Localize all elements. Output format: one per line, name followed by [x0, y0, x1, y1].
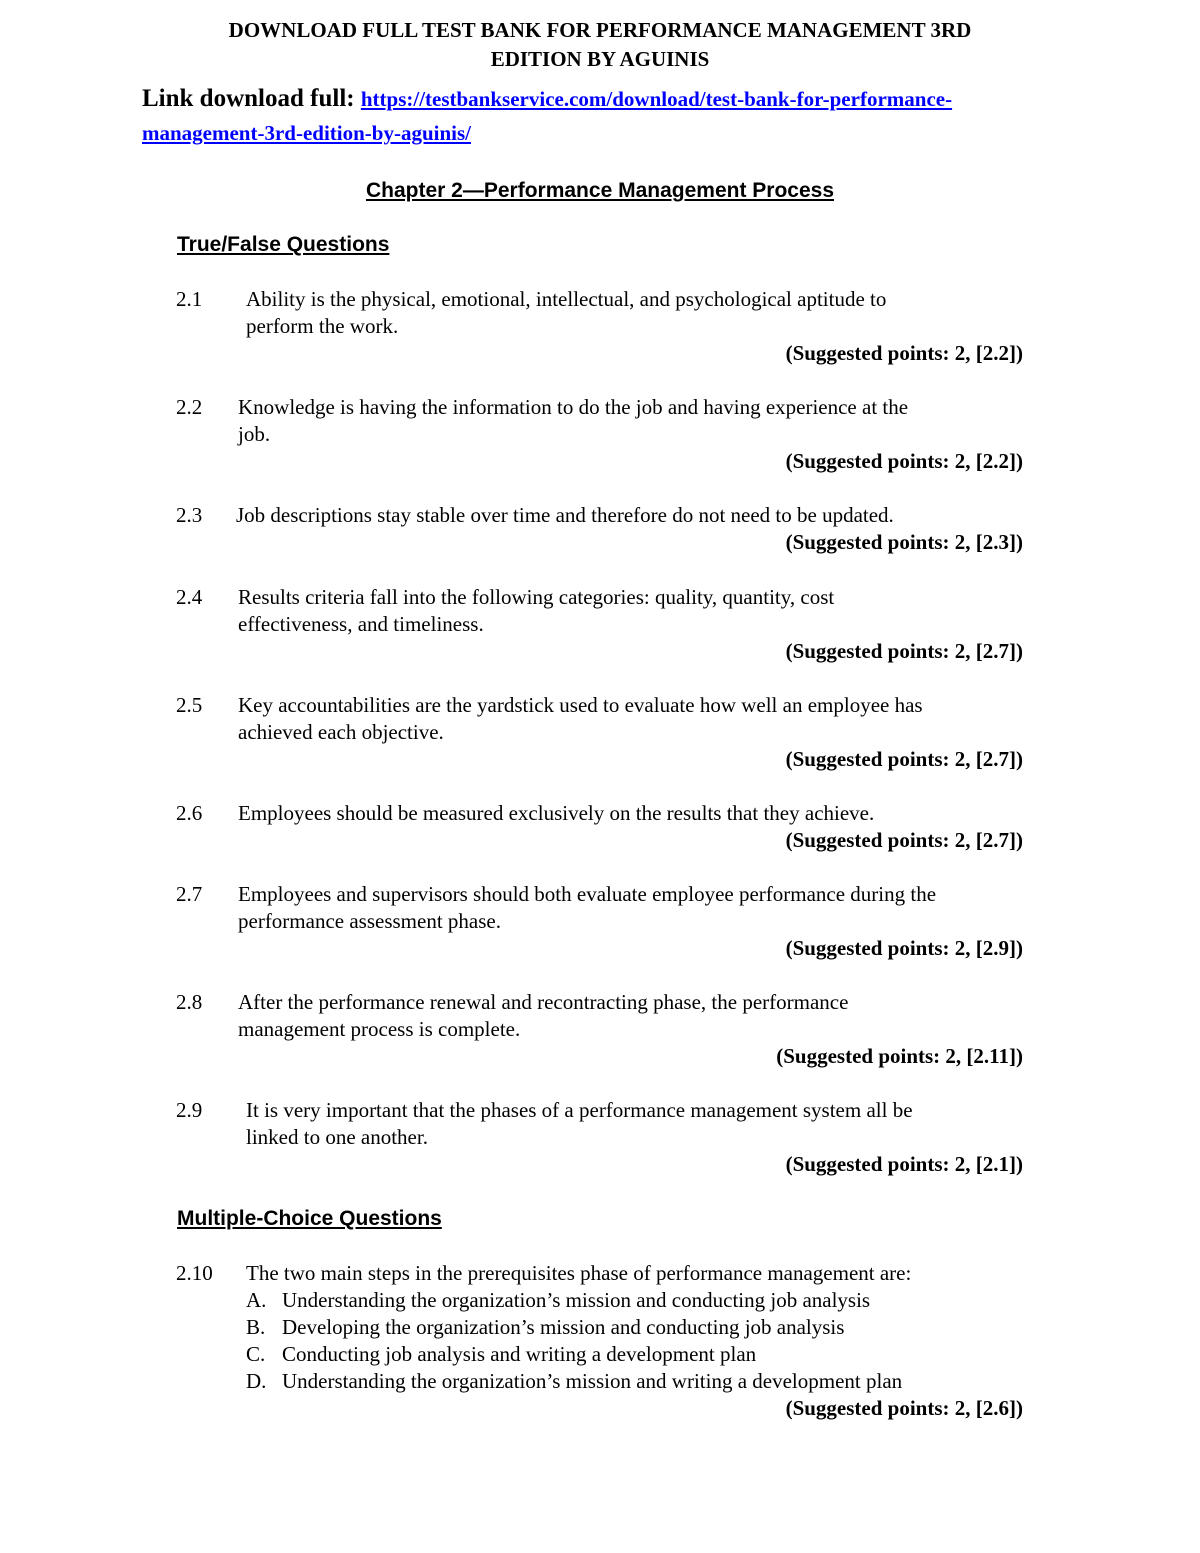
option-text: Developing the organization’s mission and conducting job analysis — [282, 1315, 845, 1339]
true-false-heading: True/False Questions — [177, 233, 390, 256]
option-letter: A. — [246, 1288, 267, 1312]
answer-option-a — [246, 1287, 1026, 1314]
question-text-line-1: After the performance renewal and recontracting phase, the performance — [238, 990, 849, 1014]
option-letter: B. — [246, 1315, 266, 1339]
option-text: Conducting job analysis and writing a development plan — [282, 1342, 757, 1366]
option-text: Understanding the organization’s mission and writing a development plan — [282, 1369, 903, 1393]
question-number: 2.6 — [176, 801, 203, 825]
document-title — [0, 16, 1200, 74]
suggested-points: (Suggested points: 2, [2.7]) — [785, 828, 1023, 852]
question-text-line-1: Employees and supervisors should both evaluate employee performance during the — [238, 882, 937, 906]
download-link-block — [142, 82, 1062, 150]
question-2-8 — [176, 989, 1026, 1070]
question-number: 2.5 — [176, 693, 203, 717]
suggested-points: (Suggested points: 2, [2.6]) — [785, 1396, 1023, 1420]
suggested-points: (Suggested points: 2, [2.2]) — [785, 449, 1023, 473]
question-2-1 — [176, 286, 1026, 367]
question-text-line-1: Key accountabilities are the yardstick used to evaluate how well an employee has — [238, 693, 923, 717]
question-text-line-1: Employees should be measured exclusively on the results that they achieve. — [238, 801, 875, 825]
question-text-line-1: Job descriptions stay stable over time and therefore do not need to be updated. — [236, 503, 894, 527]
question-2-9 — [176, 1097, 1026, 1178]
question-number: 2.1 — [176, 287, 203, 311]
option-text: Understanding the organization’s mission and conducting job analysis — [282, 1288, 871, 1312]
question-text-line-2: job. — [238, 422, 271, 446]
question-number: 2.4 — [176, 585, 203, 609]
question-2-2 — [176, 394, 1026, 475]
suggested-points: (Suggested points: 2, [2.3]) — [785, 530, 1023, 554]
question-text-line-2: performance assessment phase. — [238, 909, 501, 933]
title-line-1: DOWNLOAD FULL TEST BANK FOR PERFORMANCE MANAGEMENT 3RD — [228, 18, 972, 42]
question-2-6 — [176, 800, 1026, 854]
multiple-choice-heading: Multiple-Choice Questions — [177, 1207, 442, 1230]
question-2-5 — [176, 692, 1026, 773]
question-text-line-2: management process is complete. — [238, 1017, 521, 1041]
suggested-points: (Suggested points: 2, [2.7]) — [785, 639, 1023, 663]
question-text-line-2: effectiveness, and timeliness. — [238, 612, 484, 636]
question-number: 2.8 — [176, 990, 203, 1014]
download-link-part-1[interactable]: https://testbankservice.com/download/test-bank-for-performance- — [360, 87, 953, 111]
question-stem: The two main steps in the prerequisites phase of performance management are: — [246, 1261, 912, 1285]
suggested-points: (Suggested points: 2, [2.7]) — [785, 747, 1023, 771]
question-number: 2.9 — [176, 1098, 203, 1122]
suggested-points: (Suggested points: 2, [2.11]) — [776, 1044, 1023, 1068]
question-2-4 — [176, 584, 1026, 665]
question-number: 2.7 — [176, 882, 203, 906]
answer-option-b — [246, 1314, 1026, 1341]
title-line-2: EDITION BY AGUINIS — [490, 47, 710, 71]
question-number: 2.2 — [176, 395, 203, 419]
answer-option-d — [246, 1368, 1026, 1395]
question-number: 2.10 — [176, 1261, 213, 1285]
question-text-line-2: linked to one another. — [246, 1125, 428, 1149]
question-2-10 — [176, 1260, 1026, 1422]
suggested-points: (Suggested points: 2, [2.9]) — [785, 936, 1023, 960]
question-2-7 — [176, 881, 1026, 962]
link-label: Link download full: — [142, 85, 355, 112]
option-letter: C. — [246, 1342, 266, 1366]
question-text-line-2: perform the work. — [246, 314, 399, 338]
question-text-line-1: Ability is the physical, emotional, intellectual, and psychological aptitude to — [246, 287, 887, 311]
question-text-line-2: achieved each objective. — [238, 720, 444, 744]
suggested-points: (Suggested points: 2, [2.2]) — [785, 341, 1023, 365]
question-number: 2.3 — [176, 503, 203, 527]
chapter-title: Chapter 2—Performance Management Process — [366, 179, 834, 202]
option-letter: D. — [246, 1369, 267, 1393]
download-link-part-2[interactable]: management-3rd-edition-by-aguinis/ — [142, 121, 472, 145]
question-text-line-1: Results criteria fall into the following categories: quality, quantity, cost — [238, 585, 835, 609]
question-text-line-1: It is very important that the phases of a performance management system all be — [246, 1098, 913, 1122]
suggested-points: (Suggested points: 2, [2.1]) — [785, 1152, 1023, 1176]
answer-option-c — [246, 1341, 1026, 1368]
question-text-line-1: Knowledge is having the information to do the job and having experience at the — [238, 395, 909, 419]
question-2-3 — [176, 502, 1026, 556]
